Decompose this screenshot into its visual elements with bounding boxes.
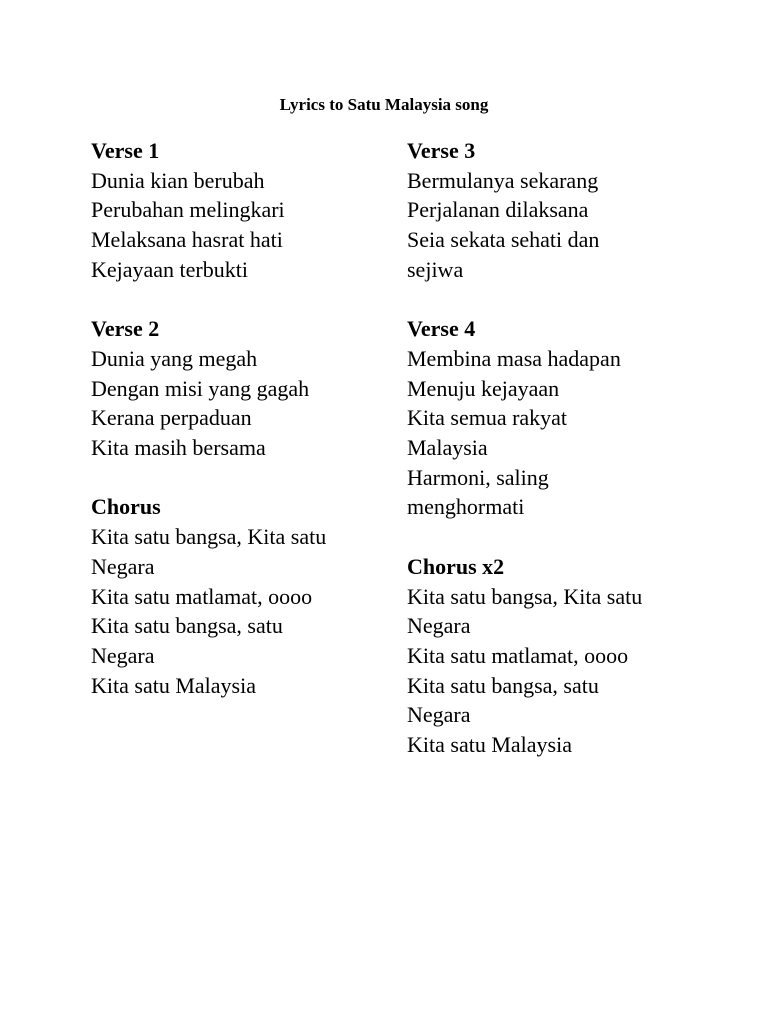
lyric-line: Kita satu matlamat, oooo (407, 642, 629, 668)
lyric-line: Seia sekata sehati dan (407, 227, 600, 253)
section-heading: Verse 3 (407, 138, 476, 163)
lyric-line: Kita satu Malaysia (407, 732, 572, 758)
lyric-line: Kejayaan terbukti (91, 256, 248, 282)
lyric-line: Negara (407, 702, 471, 728)
lyric-line: Menuju kejayaan (407, 375, 560, 401)
lyric-line: sejiwa (407, 256, 464, 282)
lyric-line: Kita satu bangsa, satu (91, 613, 283, 639)
lyric-line: Negara (91, 642, 155, 668)
lyric-line: Harmoni, saling (407, 464, 549, 490)
section-heading: Verse 2 (91, 316, 160, 342)
lyric-line: Kita satu bangsa, satu (407, 672, 599, 698)
section-verse-3 (407, 136, 707, 285)
right-column (407, 136, 707, 789)
lyric-line: Kita masih bersama (91, 435, 266, 461)
lyric-line: Dunia yang megah (91, 345, 258, 371)
lyric-line: Bermulanya sekarang (407, 167, 599, 193)
section-heading: Verse 1 (91, 138, 160, 163)
lyric-line: Membina masa hadapan (407, 345, 621, 371)
lyric-line: Negara (91, 553, 155, 579)
lyric-line: Perubahan melingkari (91, 197, 285, 223)
left-column (91, 136, 381, 730)
lyric-line: Dengan misi yang gagah (91, 375, 310, 401)
section-heading: Verse 4 (407, 316, 476, 342)
lyric-line: Perjalanan dilaksana (407, 197, 589, 223)
lyric-line: Kita satu bangsa, Kita satu (407, 583, 643, 609)
lyric-line: Kita satu bangsa, Kita satu (91, 524, 327, 550)
lyric-line: menghormati (407, 494, 525, 520)
section-heading: Chorus x2 (407, 553, 505, 579)
lyric-line: Dunia kian berubah (91, 167, 265, 193)
lyric-line: Kita semua rakyat (407, 405, 568, 431)
section-chorus (91, 492, 381, 700)
lyric-line: Kita satu matlamat, oooo (91, 583, 313, 609)
lyric-line: Kita satu Malaysia (91, 672, 256, 698)
section-verse-2 (91, 314, 381, 463)
lyric-line: Melaksana hasrat hati (91, 227, 283, 253)
lyric-line: Kerana perpaduan (91, 405, 252, 431)
section-chorus-x2 (407, 552, 707, 760)
section-verse-4 (407, 314, 707, 522)
lyric-line: Malaysia (407, 435, 488, 461)
document-title: Lyrics to Satu Malaysia song (279, 95, 489, 114)
lyric-line: Negara (407, 613, 471, 639)
section-heading: Chorus (91, 494, 161, 520)
section-verse-1 (91, 136, 381, 285)
